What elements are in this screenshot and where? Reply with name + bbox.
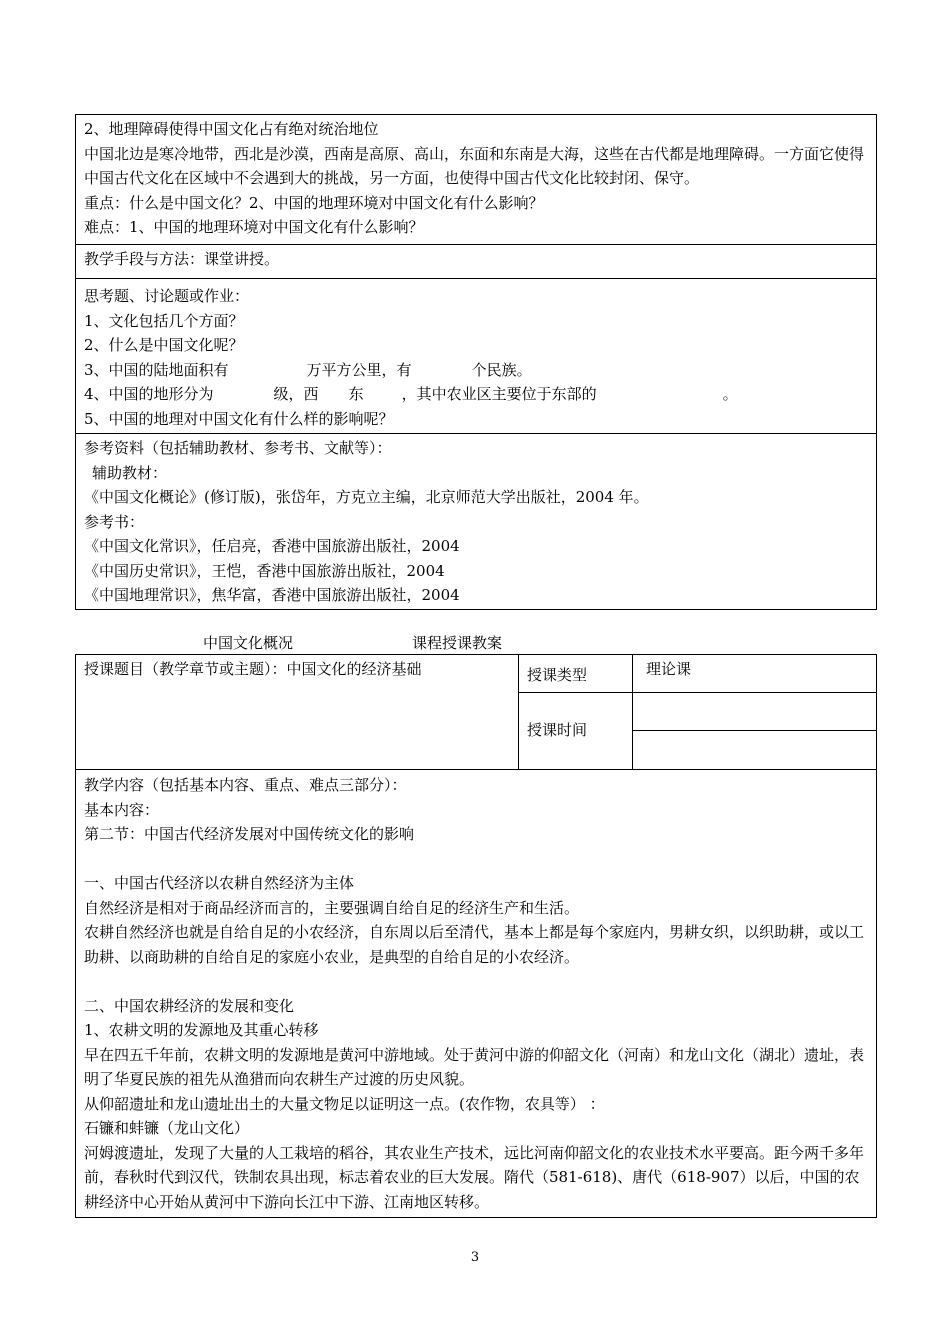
- paragraph: 从仰韶遗址和龙山遗址出土的大量文物足以证明这一点。(农作物，农具等） ：: [84, 1094, 605, 1113]
- reference-books-label: 参考书：: [84, 512, 145, 531]
- paragraph: 自然经济是相对于商品经济而言的，主要强调自给自足的经济生产和生活。: [84, 898, 580, 917]
- spacer: [84, 969, 868, 994]
- lesson-topic: 授课题目（教学章节或主题）：中国文化的经济基础: [76, 655, 519, 769]
- questions-heading: 思考题、讨论题或作业：: [84, 287, 250, 305]
- reference-book-1: 《中国文化常识》，任启亮，香港中国旅游出版社，2004: [84, 537, 460, 555]
- question-3-part-b: 万平方公里，有: [306, 360, 412, 379]
- paragraph: 石镰和蚌镰（龙山文化）: [84, 1119, 250, 1137]
- question-4-part-e: 。: [722, 385, 738, 403]
- teaching-content-cell: [76, 115, 876, 244]
- paragraph: 河姆渡遗址，发现了大量的人工栽培的稻谷，其农业生产技术，远比河南仰韶文化的农业技术水平要高。距今两千多年前，春秋时代到汉代，铁制农具出现，标志着农业的巨大发展。隋代（581-618)、唐代（618-907）以后，中国的农耕经济中心开始从黄河中下游向长江中下游、江南地区转移。: [84, 1143, 865, 1211]
- part-1-title: 一、中国古代经济以农耕自然经济为主体: [84, 874, 355, 892]
- subsection-heading: 2、地理障碍使得中国文化占有绝对统治地位: [84, 120, 379, 138]
- basic-content-label: 基本内容：: [84, 800, 160, 819]
- questions-cell: [76, 278, 876, 433]
- question-4-part-d: ，其中农业区主要位于东部的: [401, 385, 597, 403]
- lesson-type-value: 理论课: [633, 655, 876, 693]
- lesson-plan-table-continued: [75, 114, 877, 610]
- aux-material-1: 《中国文化概论》(修订版)，张岱年，方克立主编，北京师范大学出版社，2004 年。: [84, 488, 649, 506]
- page-number: 3: [470, 1250, 480, 1265]
- teaching-methods-cell: [76, 244, 876, 278]
- teaching-content-cell: [76, 770, 876, 1217]
- paragraph: 农耕自然经济也就是自给自足的小农经济，自东周以后至清代，基本上都是每个家庭内，男耕女织，以织助耕，或以工助耕、以商助耕的自给自足的家庭小农业，是典型的自给自足的小农经济。: [84, 923, 865, 966]
- content-heading: 教学内容（包括基本内容、重点、难点三部分）：: [84, 776, 407, 794]
- question-3: [84, 358, 868, 383]
- references-heading: 参考资料（包括辅助教材、参考书、文献等）：: [84, 439, 392, 457]
- part-2-subtitle: 1、农耕文明的发源地及其重心转移: [84, 1021, 319, 1039]
- question-4-part-a: 4、中国的地形分为: [84, 385, 214, 403]
- lesson-time-value-1: [633, 693, 876, 731]
- paragraph: 早在四五千年前，农耕文明的发源地是黄河中游地域。处于黄河中游的仰韶文化（河南）和龙山文化（湖北）遗址，表明了华夏民族的祖先从渔猎而向农耕生产过渡的历史风貌。: [84, 1045, 865, 1088]
- lesson-time-label: 授课时间: [519, 693, 633, 769]
- section-title: 第二节：中国古代经济发展对中国传统文化的影响: [84, 825, 415, 843]
- reference-book-3: 《中国地理常识》，焦华富，香港中国旅游出版社，2004: [84, 586, 460, 604]
- question-3-part-c: 个民族。: [471, 360, 532, 379]
- question-3-part-a: 3、中国的陆地面积有: [84, 360, 229, 379]
- lesson-time-value-2: [633, 731, 876, 769]
- question-4-part-c: 东: [348, 385, 364, 403]
- part-2-title: 二、中国农耕经济的发展和变化: [84, 996, 295, 1015]
- lesson-plan-title: 课程授课教案: [412, 634, 503, 652]
- aux-material-label: 辅助教材：: [92, 463, 168, 482]
- paragraph: 中国北边是寒冷地带，西北是沙漠，西南是高原、高山，东面和东南是大海，这些在古代都是地理障碍。一方面它使得中国古代文化在区域中不会遇到大的挑战，另一方面，也使得中国古代文化比较封闭、保守。: [84, 144, 865, 187]
- teaching-methods: 教学手段与方法：课堂讲授。: [84, 250, 280, 268]
- lesson-plan-caption: [0, 632, 950, 654]
- course-name: 中国文化概况: [203, 634, 294, 652]
- question-2: 2、什么是中国文化呢？: [84, 336, 244, 354]
- lesson-plan-table: [75, 654, 877, 1218]
- difficult-points: 难点：1、中国的地理环境对中国文化有什么影响？: [84, 218, 424, 236]
- references-cell: [76, 433, 876, 609]
- reference-book-2: 《中国历史常识》，王恺，香港中国旅游出版社，2004: [84, 561, 445, 580]
- spacer: [84, 847, 868, 872]
- lesson-type-label: 授课类型: [519, 655, 633, 693]
- question-4: [84, 382, 868, 407]
- question-5: 5、中国的地理对中国文化有什么样的影响呢？: [84, 409, 394, 428]
- question-4-part-b: 级，西: [273, 385, 319, 403]
- key-points: 重点：什么是中国文化？2、中国的地理环境对中国文化有什么影响？: [84, 193, 544, 212]
- lesson-header-row: [76, 655, 876, 770]
- question-1: 1、文化包括几个方面？: [84, 311, 244, 330]
